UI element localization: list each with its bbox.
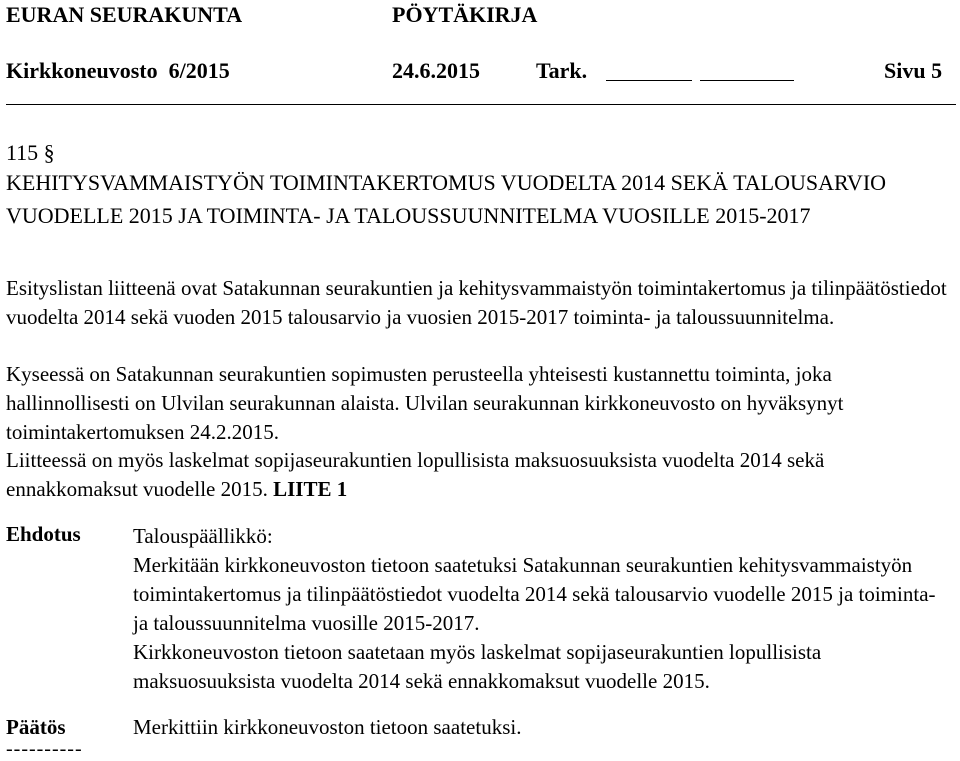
meta-row (6, 58, 956, 86)
proposal-text-2: Kirkkoneuvoston tietoon saatetaan myös laskelmat sopijaseurakuntien lopullisista maksuosuuksista vuodelta 2014 sekä ennakkomaksut vuodelle 2015. (133, 640, 822, 693)
document-type: PÖYTÄKIRJA (392, 2, 538, 27)
organization-name: EURAN SEURAKUNTA (6, 2, 243, 27)
body-paragraph-3-text: Liitteessä on myös laskelmat sopijaseurakuntien lopullisista maksuosuuksista vuodelta 2014 sekä ennakkomaksut vuodelle 2015. (6, 448, 825, 501)
proposal-presenter: Talouspäällikkö: (133, 524, 273, 548)
decision-text: Merkittiin kirkkoneuvoston tietoon saatetuksi. (133, 715, 522, 739)
initials-line-2 (700, 80, 794, 81)
proposal-block (133, 522, 955, 696)
council-meeting: Kirkkoneuvosto 6/2015 (6, 58, 230, 83)
section-number: 115 § (6, 140, 55, 165)
decision-dashes: ---------- (6, 738, 83, 760)
page-number: Sivu 5 (884, 58, 943, 83)
attachment-reference: LIITE 1 (273, 477, 348, 501)
header-divider (6, 104, 956, 105)
meeting-date: 24.6.2015 (392, 58, 480, 83)
body-paragraph-2: Kyseessä on Satakunnan seurakuntien sopimusten perusteella yhteisesti kustannettu toiminta, joka hallinnollisesti on Ulvilan seurakunnan alaista. Ulvilan seurakunnan kirkkoneuvosto on hyväksynyt toimintakertomuksen 24.2.2015. (6, 362, 844, 444)
proposal-text-1: Merkitään kirkkoneuvoston tietoon saatetuksi Satakunnan seurakuntien kehitysvammaistyön toimintakertomus ja tilinpäätöstiedot vuodelta 2014 sekä talousarvio vuodelle 2015 ja toiminta- ja taloussuunnitelma vuosille 2015-2017. (133, 553, 936, 635)
section-title: KEHITYSVAMMAISTYÖN TOIMINTAKERTOMUS VUODELTA 2014 SEKÄ TALOUSARVIO VUODELLE 2015 JA TOIMINTA- JA TALOUSSUUNNITELMA VUOSILLE 2015-2017 (6, 170, 887, 228)
body-paragraph-1: Esityslistan liitteenä ovat Satakunnan seurakuntien ja kehitysvammaistyön toimintakertomus ja tilinpäätöstiedot vuodelta 2014 sekä vuoden 2015 talousarvio ja vuosien 2015-2017 toiminta- ja taloussuunnitelma. (6, 276, 947, 329)
body-paragraph-3 (6, 446, 954, 504)
tark-label: Tark. (536, 58, 588, 83)
decision-label: Päätös (6, 715, 66, 739)
initials-line-1 (606, 80, 692, 81)
proposal-label: Ehdotus (6, 522, 81, 546)
